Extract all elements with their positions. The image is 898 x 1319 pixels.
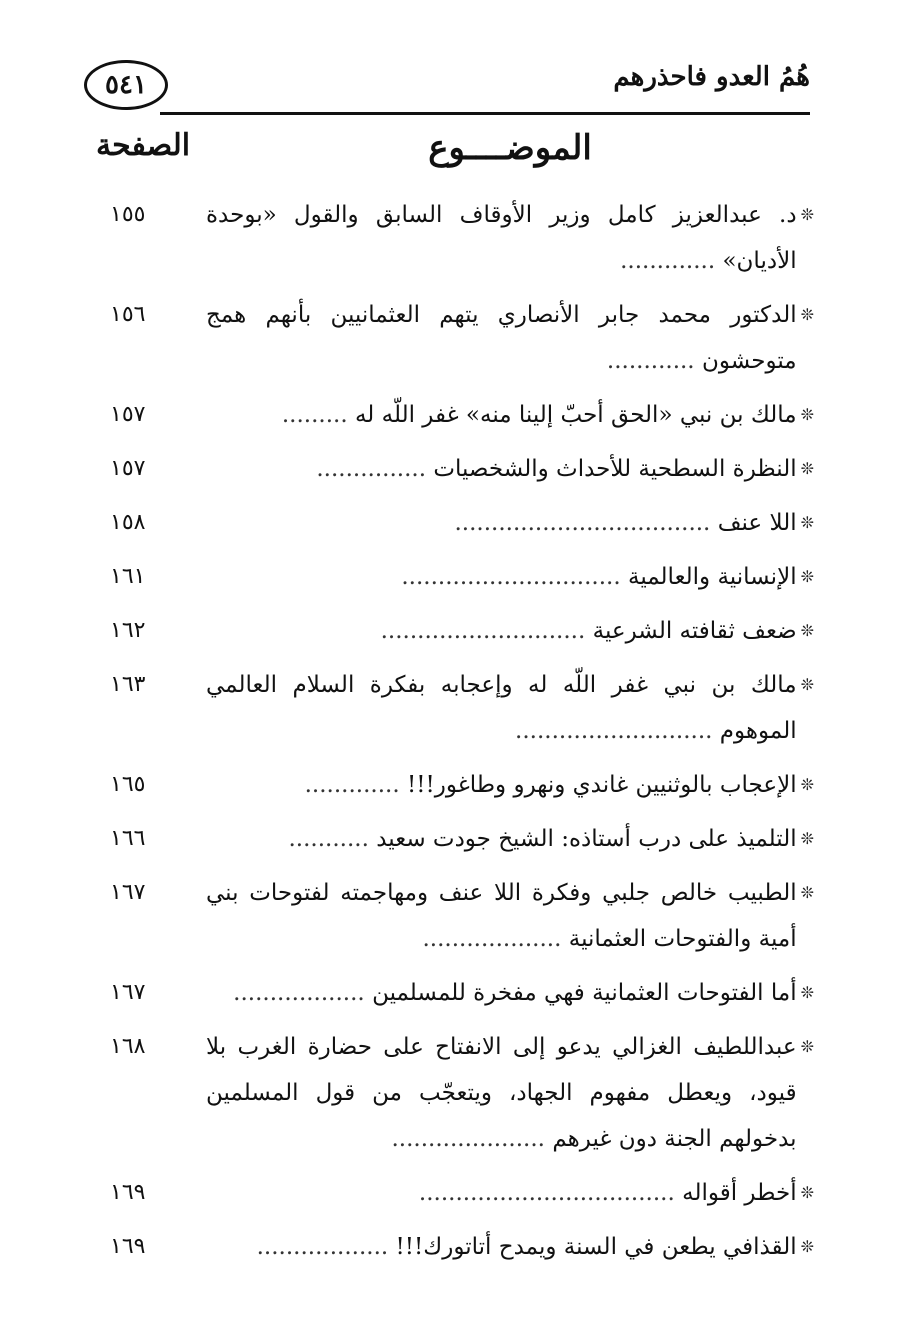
toc-entry	[110, 762, 814, 808]
entry-page-number: ١٥٧	[110, 402, 146, 427]
entry-title	[206, 192, 797, 284]
dot-leader: ...................................	[454, 510, 711, 536]
entry-title	[206, 970, 797, 1016]
entry-body	[182, 392, 814, 438]
bullet-icon: ❊	[800, 883, 814, 902]
bullet-icon: ❊	[800, 305, 814, 324]
entry-page-number: ١٦٩	[110, 1180, 146, 1205]
entry-title-text: النظرة السطحية للأحداث والشخصيات	[433, 456, 797, 482]
dot-leader: ...............	[316, 456, 427, 482]
entry-page-number: ١٥٨	[110, 510, 146, 535]
entry-page-number: ١٥٧	[110, 456, 146, 481]
entry-title-text: الإنسانية والعالمية	[627, 564, 797, 590]
entry-body	[182, 970, 814, 1016]
table-of-contents	[110, 192, 814, 1278]
bullet-icon: ❊	[800, 205, 814, 224]
toc-entry	[110, 662, 814, 754]
entry-title-text: الدكتور محمد جابر الأنصاري يتهم العثمانيين بأنهم همج متوحشون	[206, 302, 797, 374]
bullet-icon: ❊	[800, 675, 814, 694]
toc-entry	[110, 554, 814, 600]
bullet-icon: ❊	[800, 567, 814, 586]
entry-title-text: أما الفتوحات العثمانية فهي مفخرة للمسلمين	[372, 980, 797, 1006]
entry-body	[182, 608, 814, 654]
dot-leader: .............	[304, 772, 400, 798]
bullet-icon: ❊	[800, 775, 814, 794]
entry-title	[206, 500, 797, 546]
entry-title-text: أخطر أقواله	[682, 1180, 797, 1206]
entry-title	[206, 870, 797, 962]
entry-title-text: عبداللطيف الغزالي يدعو إلى الانفتاح على حضارة الغرب بلا قيود، ويعطل مفهوم الجهاد، ويتعجّب من قول المسلمين بدخولهم الجنة دون غيرهم	[206, 1034, 797, 1152]
bullet-icon: ❊	[800, 983, 814, 1002]
entry-title-text: التلميذ على درب أستاذه: الشيخ جودت سعيد	[376, 826, 797, 852]
running-title: هُمُ العدو فاحذرهم	[613, 62, 810, 92]
dot-leader: .........	[281, 402, 348, 428]
entry-body	[182, 1024, 814, 1162]
entry-page-number: ١٥٦	[110, 302, 146, 327]
entry-page-number: ١٦١	[110, 564, 146, 589]
dot-leader: ............................	[380, 618, 586, 644]
entry-page-number: ١٦٧	[110, 980, 146, 1005]
entry-title	[206, 1170, 797, 1216]
toc-entry	[110, 1024, 814, 1162]
page-number: ٥٤١	[84, 60, 168, 110]
dot-leader: ..................	[256, 1234, 389, 1260]
entry-title-text: القذافي يطعن في السنة ويمدح أتاتورك!!!	[395, 1234, 797, 1260]
entry-title	[206, 292, 797, 384]
entry-title-text: مالك بن نبي غفر اللّه له وإعجابه بفكرة السلام العالمي الموهوم	[206, 672, 797, 744]
topic-column-heading: الموضــــوع	[428, 128, 592, 168]
toc-entry	[110, 1224, 814, 1270]
entry-page-number: ١٦٢	[110, 618, 146, 643]
entry-title	[206, 392, 797, 438]
toc-entry	[110, 1170, 814, 1216]
toc-entry	[110, 608, 814, 654]
entry-title	[206, 816, 797, 862]
toc-entry	[110, 292, 814, 384]
toc-entry	[110, 500, 814, 546]
bullet-icon: ❊	[800, 459, 814, 478]
entry-body	[182, 662, 814, 754]
entry-page-number: ١٦٦	[110, 826, 146, 851]
dot-leader: .....................	[391, 1126, 545, 1152]
entry-page-number: ١٦٨	[110, 1034, 146, 1059]
entry-title	[206, 662, 797, 754]
entry-title-text: مالك بن نبي «الحق أحبّ إلينا منه» غفر اللّه له	[354, 402, 797, 428]
entry-body	[182, 1224, 814, 1270]
dot-leader: ...................	[422, 926, 562, 952]
entry-page-number: ١٦٣	[110, 672, 146, 697]
bullet-icon: ❊	[800, 1037, 814, 1056]
toc-entry	[110, 816, 814, 862]
entry-title-text: الطبيب خالص جلبي وفكرة اللا عنف ومهاجمته لفتوحات بني أمية والفتوحات العثمانية	[206, 880, 797, 952]
page-column-heading: الصفحة	[96, 128, 191, 163]
entry-title	[206, 762, 797, 808]
toc-entry	[110, 192, 814, 284]
entry-page-number: ١٥٥	[110, 202, 146, 227]
bullet-icon: ❊	[800, 621, 814, 640]
entry-page-number: ١٦٥	[110, 772, 146, 797]
toc-entry	[110, 970, 814, 1016]
dot-leader: ...................................	[418, 1180, 675, 1206]
entry-title-text: د. عبدالعزيز كامل وزير الأوقاف السابق والقول «بوحدة الأديان»	[206, 202, 797, 274]
entry-body	[182, 192, 814, 284]
entry-title	[206, 1024, 797, 1162]
dot-leader: ...........	[288, 826, 369, 852]
bullet-icon: ❊	[800, 1237, 814, 1256]
toc-entry	[110, 446, 814, 492]
entry-title	[206, 554, 797, 600]
bullet-icon: ❊	[800, 513, 814, 532]
entry-page-number: ١٦٩	[110, 1234, 146, 1259]
entry-title-text: الإعجاب بالوثنيين غاندي ونهرو وطاغور!!!	[406, 772, 797, 798]
entry-title	[206, 446, 797, 492]
toc-entry	[110, 870, 814, 962]
entry-body	[182, 1170, 814, 1216]
dot-leader: ............	[606, 348, 695, 374]
entry-body	[182, 292, 814, 384]
entry-title	[206, 608, 797, 654]
dot-leader: ..............................	[401, 564, 621, 590]
bullet-icon: ❊	[800, 405, 814, 424]
entry-title-text: اللا عنف	[717, 510, 797, 536]
dot-leader: ...........................	[515, 718, 713, 744]
header-rule	[160, 112, 810, 115]
entry-page-number: ١٦٧	[110, 880, 146, 905]
entry-body	[182, 446, 814, 492]
entry-title	[206, 1224, 797, 1270]
bullet-icon: ❊	[800, 829, 814, 848]
entry-body	[182, 870, 814, 962]
entry-title-text: ضعف ثقافته الشرعية	[592, 618, 797, 644]
entry-body	[182, 554, 814, 600]
dot-leader: .............	[620, 248, 716, 274]
entry-body	[182, 762, 814, 808]
entry-body	[182, 500, 814, 546]
entry-body	[182, 816, 814, 862]
toc-entry	[110, 392, 814, 438]
dot-leader: ..................	[233, 980, 365, 1006]
bullet-icon: ❊	[800, 1183, 814, 1202]
